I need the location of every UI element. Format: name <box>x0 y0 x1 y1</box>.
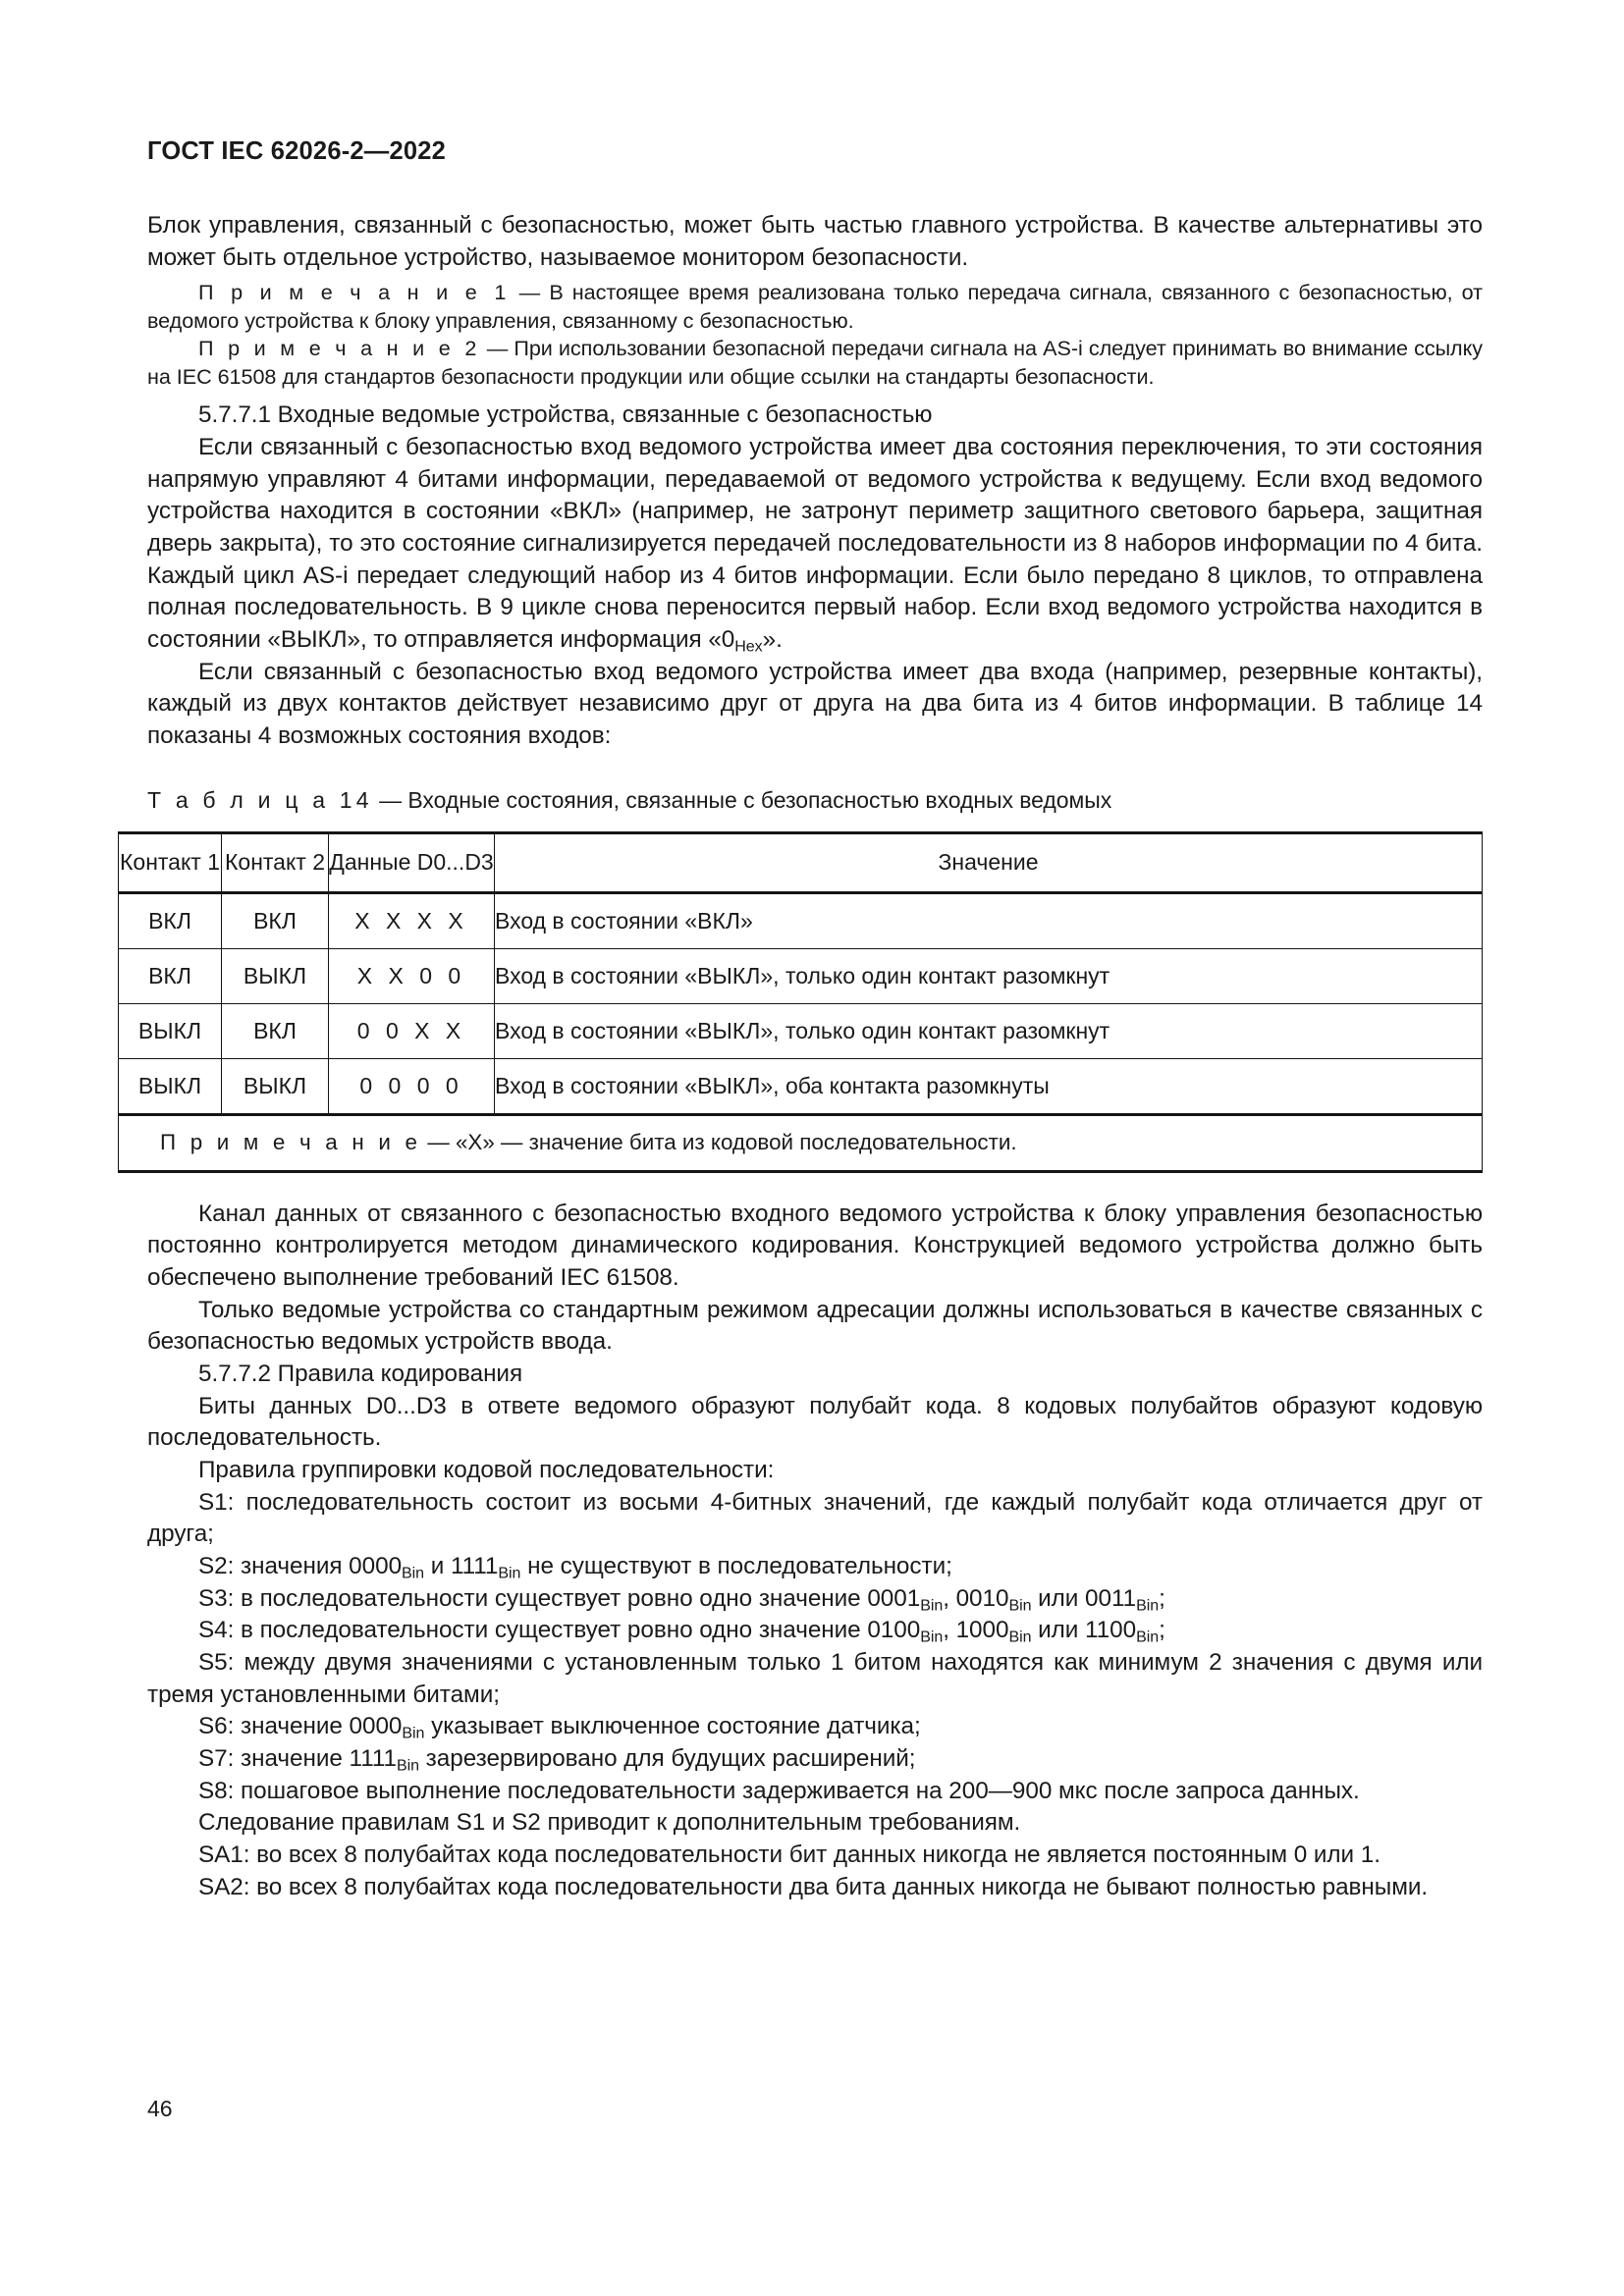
rule-s1: S1: последовательность состоит из восьми 4-битных значений, где каждый полубайт кода отличается друг от друга; <box>147 1488 1483 1548</box>
note-1 <box>147 279 1483 335</box>
paragraph-5771-b: Если связанный с безопасностью вход ведомого устройства имеет два входа (например, резервные контакты), каждый из двух контактов действует независимо друг от друга на два бита из 4 битов информации. В таблице 14 показаны 4 возможных состояния входов: <box>147 658 1483 750</box>
bin-subscript: Bin <box>1136 1596 1160 1615</box>
rule-s7 <box>147 1743 1483 1776</box>
rule-s2 <box>147 1551 1483 1583</box>
bin-subscript: Bin <box>498 1564 521 1582</box>
table-14-note-row <box>119 1114 1483 1171</box>
note-1-label: П р и м е ч а н и е 1 <box>198 280 511 305</box>
section-5771-title: 5.7.7.1 Входные ведомые устройства, связанные с безопасностью <box>198 401 933 429</box>
th-value: Значение <box>495 832 1483 892</box>
cell-contact-1: ВЫКЛ <box>119 1058 222 1114</box>
paragraph-sa-intro: Следование правилам S1 и S2 приводит к дополнительным требованиям. <box>198 1809 1021 1837</box>
paragraph-5771-a <box>147 432 1483 657</box>
cell-contact-2: ВКЛ <box>222 1003 329 1058</box>
cell-contact-1: ВЫКЛ <box>119 1003 222 1058</box>
table-header-row <box>119 832 1483 892</box>
cell-value: Вход в состоянии «ВЫКЛ», только один контакт разомкнут <box>495 948 1483 1003</box>
cell-contact-1: ВКЛ <box>119 892 222 948</box>
rule-s4-text-d: ; <box>1159 1617 1165 1644</box>
table-14-note-text: — «X» — значение бита из кодовой последовательности. <box>421 1130 1017 1155</box>
document-header: ГОСТ IEC 62026-2—2022 <box>147 137 446 165</box>
rule-s3-text-a: S3: в последовательности существует ровно одно значение 0001 <box>198 1584 921 1612</box>
rule-sa2: SA2: во всех 8 полубайтах кода последовательности два бита данных никогда не бывают полностью равными. <box>198 1873 1429 1900</box>
rule-s4-text-b: , 1000 <box>943 1617 1009 1644</box>
bin-subscript: Bin <box>402 1564 425 1582</box>
rule-sa1: SA1: во всех 8 полубайтах кода последовательности бит данных никогда не является постоянным 0 или 1. <box>198 1842 1380 1869</box>
bin-subscript: Bin <box>396 1756 419 1775</box>
table-14-caption-label: Т а б л и ц а 14 <box>147 786 373 813</box>
table-14-note-label: П р и м е ч а н и е <box>160 1130 422 1155</box>
note-2-text: — При использовании безопасной передачи сигнала на AS-i следует принимать во внимание ссылку на IEC 61508 для стандартов безопасности продукции или общие ссылки на стандарты безопасности. <box>147 336 1483 389</box>
page-content <box>120 137 1483 1903</box>
th-contact-2: Контакт 2 <box>222 832 329 892</box>
note-2-label: П р и м е ч а н и е 2 <box>198 336 481 361</box>
rules-intro: Правила группировки кодовой последовательности: <box>198 1457 775 1484</box>
hex-subscript: Hex <box>734 637 763 656</box>
cell-contact-1: ВКЛ <box>119 948 222 1003</box>
table-14-note <box>119 1114 1483 1171</box>
rule-s2-text-b: и 1111 <box>424 1553 499 1580</box>
paragraph-5771-a-part1: Если связанный с безопасностью вход ведомого устройства имеет два состояния переключения, то эти состояния напрямую управляют 4 битами информации, передаваемой от ведомого устройства к ведущему. Если вход ведомого устройства находится в состоянии «ВКЛ» (например, не затронут периметр защитного светового барьера, защитная дверь закрыта), то это состояние сигнализируется передачей последовательности из 8 наборов информации по 4 бита. Каждый цикл AS-i передает следующий набор из 4 битов информации. Если было передано 8 циклов, то отправлена полная последовательность. В 9 цикле снова переносится первый набор. Если вход ведомого устройства находится в состоянии «ВЫКЛ», то отправляется информация «0 <box>147 434 1483 654</box>
cell-data: X X 0 0 <box>329 948 495 1003</box>
table-14 <box>118 831 1483 1173</box>
note-1-text: — В настоящее время реализована только передача сигнала, связанного с безопасностью, от ведомого устройства к блоку управления, связанному с безопасностью. <box>147 280 1483 333</box>
intro-paragraph: Блок управления, связанный с безопасностью, может быть частью главного устройства. В качестве альтернативы это может быть отдельное устройство, называемое монитором безопасности. <box>147 212 1483 271</box>
rule-s3-text-d: ; <box>1159 1584 1165 1612</box>
cell-contact-2: ВЫКЛ <box>222 948 329 1003</box>
cell-data: 0 0 X X <box>329 1003 495 1058</box>
bin-subscript: Bin <box>1008 1628 1032 1646</box>
rule-s6-text-b: указывает выключенное состояние датчика; <box>424 1713 921 1740</box>
table-14-caption-text: — Входные состояния, связанные с безопасностью входных ведомых <box>372 786 1112 813</box>
cell-data: 0 0 0 0 <box>329 1058 495 1114</box>
rule-s6 <box>147 1711 1483 1743</box>
th-data-d0-d3: Данные D0...D3 <box>329 832 495 892</box>
rule-s8: S8: пошаговое выполнение последовательности задерживается на 200—900 мкс после запроса данных. <box>198 1777 1360 1804</box>
cell-value: Вход в состоянии «ВЫКЛ», только один контакт разомкнут <box>495 1003 1483 1058</box>
th-contact-1: Контакт 1 <box>119 832 222 892</box>
section-5772-title: 5.7.7.2 Правила кодирования <box>198 1361 523 1388</box>
paragraph-after-table-2: Только ведомые устройства со стандартным режимом адресации должны использоваться в качестве связанных с безопасностью ведомых устройств ввода. <box>147 1296 1483 1356</box>
rule-s4-text-c: или 1100 <box>1031 1617 1137 1644</box>
bin-subscript: Bin <box>1136 1628 1160 1646</box>
cell-value: Вход в состоянии «ВКЛ» <box>495 892 1483 948</box>
rule-s3-text-c: или 0011 <box>1031 1584 1137 1612</box>
cell-contact-2: ВЫКЛ <box>222 1058 329 1114</box>
rule-s2-text-c: не существуют в последовательности; <box>520 1553 952 1580</box>
paragraph-after-table-1: Канал данных от связанного с безопасностью входного ведомого устройства к блоку управления безопасностью постоянно контролируется методом динамического кодирования. Конструкцией ведомого устройства должно быть обеспечено выполнение требований IEC 61508. <box>147 1200 1483 1292</box>
rule-s7-text-a: S7: значение 1111 <box>198 1745 397 1773</box>
table-row <box>119 1058 1483 1114</box>
table-row <box>119 948 1483 1003</box>
table-row <box>119 892 1483 948</box>
cell-value: Вход в состоянии «ВЫКЛ», оба контакта разомкнуты <box>495 1058 1483 1114</box>
rule-s4-text-a: S4: в последовательности существует ровно одно значение 0100 <box>198 1617 921 1644</box>
rule-s4 <box>147 1615 1483 1647</box>
bin-subscript: Bin <box>1008 1596 1032 1615</box>
paragraph-5771-a-part2: ». <box>762 626 783 654</box>
bin-subscript: Bin <box>920 1596 944 1615</box>
page-number: 46 <box>147 2096 173 2121</box>
rule-s2-text-a: S2: значения 0000 <box>198 1553 403 1580</box>
cell-contact-2: ВКЛ <box>222 892 329 948</box>
note-2 <box>147 335 1483 391</box>
rule-s3 <box>147 1583 1483 1616</box>
table-14-caption <box>147 786 1483 816</box>
rule-s5: S5: между двумя значениями с установленным только 1 битом находятся как минимум 2 значения с двумя или тремя установленными битами; <box>147 1649 1483 1708</box>
rule-s7-text-b: зарезервировано для будущих расширений; <box>418 1745 916 1773</box>
rule-s3-text-b: , 0010 <box>943 1584 1009 1612</box>
rule-s6-text-a: S6: значение 0000 <box>198 1713 403 1740</box>
table-row <box>119 1003 1483 1058</box>
cell-data: X X X X <box>329 892 495 948</box>
paragraph-5772-a: Биты данных D0...D3 в ответе ведомого образуют полубайт кода. 8 кодовых полубайтов образуют кодовую последовательность. <box>147 1392 1483 1452</box>
bin-subscript: Bin <box>920 1628 944 1646</box>
bin-subscript: Bin <box>402 1724 425 1742</box>
